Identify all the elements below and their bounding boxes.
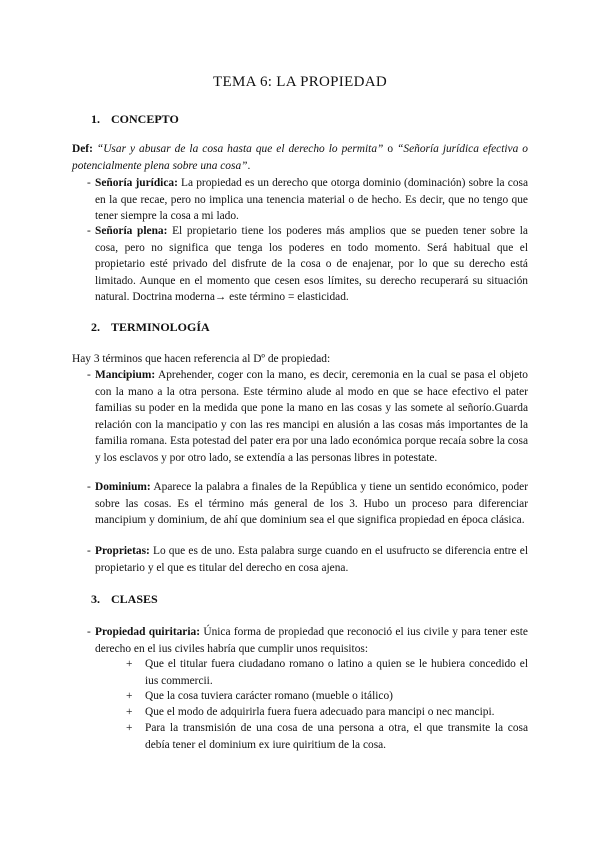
requirement-item (126, 704, 528, 721)
section-title: CONCEPTO (111, 112, 179, 126)
section-heading-clases (91, 592, 158, 607)
dash-bullet: - (87, 545, 91, 557)
item-term: Dominium: (95, 481, 151, 493)
item-term: Señoría plena: (95, 225, 168, 237)
plus-bullet: + (126, 722, 133, 734)
document-title: TEMA 6: LA PROPIEDAD (213, 74, 387, 90)
definition-quote-1: “Usar y abusar de la cosa hasta que el derecho lo permita” (96, 143, 384, 155)
item-text: El propietario tiene los poderes más amplios que se pueden tener sobre la cosa, pero no significa que tenga los poderes en todo momento. Será habitual que el propietario esté privado del disfrute de la cosa o de enajenar, por lo que su derecho está limitado. Aunque en el momento que cesen esos límites, su derecho recuperará su situación natural. Doctrina moderna→ este término = elasticidad. (95, 225, 528, 303)
dash-bullet: - (87, 177, 91, 189)
requirement-text: Que el titular fuera ciudadano romano o latino a quien se le hubiera concedido el ius commercii. (145, 658, 528, 687)
list-item (87, 479, 528, 529)
list-item (87, 624, 528, 657)
section-title: TERMINOLOGÍA (111, 320, 210, 334)
definition-end: . (247, 159, 251, 172)
definition-connector: o (383, 143, 398, 155)
item-term: Proprietas: (95, 545, 150, 557)
item-term: Mancipium: (95, 369, 156, 381)
item-term: Señoría jurídica: (95, 177, 178, 189)
definition-quote-2: “Señoría jurídica efectiva o potencialmente plena sobre una cosa” (72, 143, 528, 172)
plus-bullet: + (126, 690, 133, 702)
list-item (87, 367, 528, 466)
section-number: 2. (91, 320, 100, 334)
dash-bullet: - (87, 481, 91, 493)
definition-paragraph (72, 141, 528, 174)
requirement-item (126, 656, 528, 689)
plus-bullet: + (126, 658, 133, 670)
item-text: Única forma de propiedad que reconoció el ius civile y para tener este derecho en el ius civiles habría que cumplir unos requisitos: (95, 626, 528, 655)
item-text: Aprehender, coger con la mano, es decir, ceremonia en la cual se pasa el objeto con la mano a la otra persona. Este término alude al modo en que se hace efectivo el pater familias su poder en la medida que pone la mano en las cosas y las somete al señorío.Guarda relación con la mancipatio y con las res mancipi en alusión a las cosas más importantes de la familia romana. Esta potestad del pater era por una lado económica porque recaía sobre la cosa y los esclavos y por otro lado, se extendía a las personas libres in potestate. (95, 369, 528, 464)
section-number: 1. (91, 112, 100, 126)
list-item (87, 175, 529, 225)
requirement-item (126, 720, 528, 753)
requirement-text: Que la cosa tuviera carácter romano (mueble o itálico) (145, 690, 393, 702)
dash-bullet: - (87, 626, 91, 638)
section-heading-concepto (91, 112, 179, 127)
section-heading-terminologia (91, 320, 210, 335)
list-item (87, 223, 528, 306)
item-text: Aparece la palabra a finales de la República y tiene un sentido económico, poder sobre las cosas. Es el término más general de los 3. Hubo un proceso para diferenciar mancipium y dominium, de ahí que dominium sea el que significa propiedad en época clásica. (95, 481, 528, 526)
section-number: 3. (91, 592, 100, 606)
requirement-text: Que el modo de adquirirla fuera fuera adecuado para mancipi o nec mancipi. (145, 706, 495, 718)
item-term: Propiedad quiritaria: (95, 626, 201, 638)
dash-bullet: - (87, 369, 91, 381)
plus-bullet: + (126, 706, 133, 718)
requirement-item (126, 688, 528, 705)
dash-bullet: - (87, 225, 91, 237)
list-item (87, 543, 528, 576)
requirement-text: Para la transmisión de una cosa de una persona a otra, el que transmite la cosa debía tener el dominium ex iure quiritium de la cosa. (145, 722, 528, 751)
definition-label: Def: (72, 143, 93, 155)
item-text: Lo que es de uno. Esta palabra surge cuando en el usufructo se diferencia entre el propietario y el que es titular del derecho en cosa ajena. (95, 545, 528, 574)
section-title: CLASES (111, 592, 158, 606)
item-text: La propiedad es un derecho que otorga dominio (dominación) sobre la cosa en la que recae, pero no implica una tenencia material o de hecho. Es decir, que no tengo que tener siempre la cosa a mi lado. (95, 177, 529, 222)
terminology-intro: Hay 3 términos que hacen referencia al Dº de propiedad: (72, 353, 331, 365)
